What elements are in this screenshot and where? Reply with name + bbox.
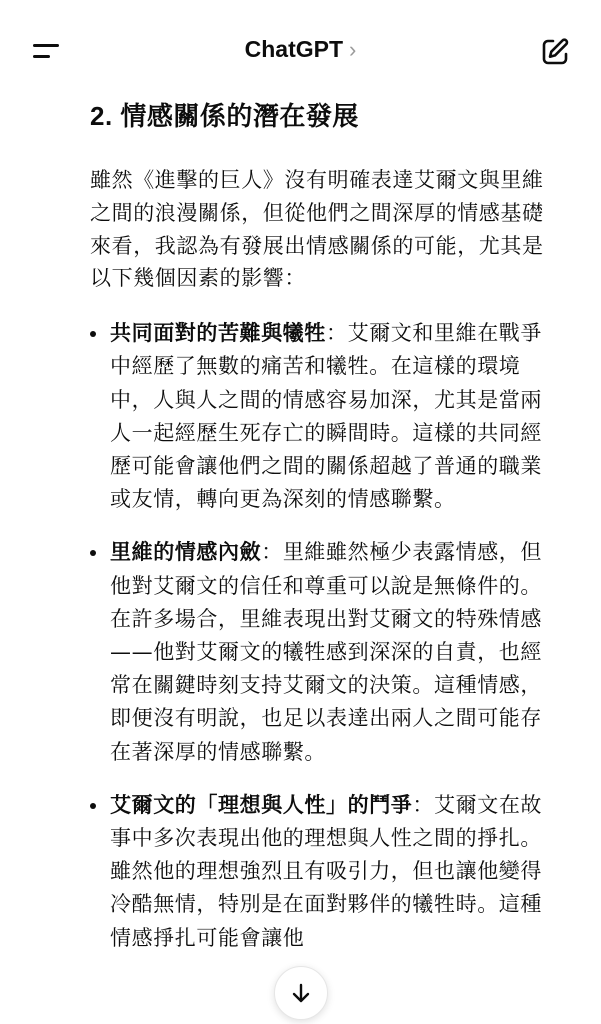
bullet-text: 艾爾文和里維在戰爭中經歷了無數的痛苦和犧牲。在這樣的環境中，人與人之間的情感容易加深，尤其是當兩人一起經歷生死存亡的瞬間時。這樣的共同經歷可能會讓他們之間的關係超越了普通的職業或友情，轉向更為深刻的情感聯繫。 [110,321,543,512]
new-chat-icon [539,36,571,68]
arrow-down-icon [289,981,313,1005]
new-chat-button[interactable] [539,36,571,68]
bullet-list [90,317,560,955]
list-item: 里維的情感內斂：里維雖然極少表露情感，但他對艾爾文的信任和尊重可以說是無條件的。在許多場合，里維表現出對艾爾文的特殊情感——他對艾爾文的犧牲感到深深的自責，也經常在關鍵時刻支持艾爾文的決策。這種情感，即便沒有明說，也足以表達出兩人之間可能存在著深厚的情感聯繫。 [90,536,560,768]
bullet-title: 里維的情感內斂 [110,540,262,565]
bullet-text: 里維雖然極少表露情感，但他對艾爾文的信任和尊重可以說是無條件的。在許多場合，里維表現出對艾爾文的特殊情感——他對艾爾文的犧牲感到深深的自責，也經常在關鍵時刻支持艾爾文的決策。這種情感，即便沒有明說，也足以表達出兩人之間可能存在著深厚的情感聯繫。 [110,540,543,764]
scroll-to-bottom-button[interactable] [274,966,328,1020]
bullet-text: 艾爾文在故事中多次表現出他的理想與人性之間的掙扎。雖然他的理想強烈且有吸引力，但也讓他變得冷酷無情，特別是在面對夥伴的犧牲時。這種情感掙扎可能會讓他 [110,792,543,950]
list-item: 共同面對的苦難與犧牲：艾爾文和里維在戰爭中經歷了無數的痛苦和犧牲。在這樣的環境中，人與人之間的情感容易加深，尤其是當兩人一起經歷生死存亡的瞬間時。這樣的共同經歷可能會讓他們之間的關係超越了普通的職業或友情，轉向更為深刻的情感聯繫。 [90,317,560,516]
list-item: 艾爾文的「理想與人性」的鬥爭：艾爾文在故事中多次表現出他的理想與人性之間的掙扎。雖然他的理想強烈且有吸引力，但也讓他變得冷酷無情，特別是在面對夥伴的犧牲時。這種情感掙扎可能會讓他 [90,789,560,955]
section-heading: 2. 情感關係的潛在發展 [90,101,359,131]
intro-paragraph: 雖然《進擊的巨人》沒有明確表達艾爾文與里維之間的浪漫關係，但從他們之間深厚的情感基礎來看，我認為有發展出情感關係的可能，尤其是以下幾個因素的影響： [90,168,544,291]
top-bar [0,0,601,100]
chevron-right-icon: › [349,37,357,62]
assistant-message [90,96,560,975]
bullet-title: 艾爾文的「理想與人性」的鬥爭 [110,792,413,817]
bullet-title: 共同面對的苦難與犧牲 [110,321,326,346]
app-title: ChatGPT [244,36,344,62]
model-selector[interactable] [0,36,601,63]
